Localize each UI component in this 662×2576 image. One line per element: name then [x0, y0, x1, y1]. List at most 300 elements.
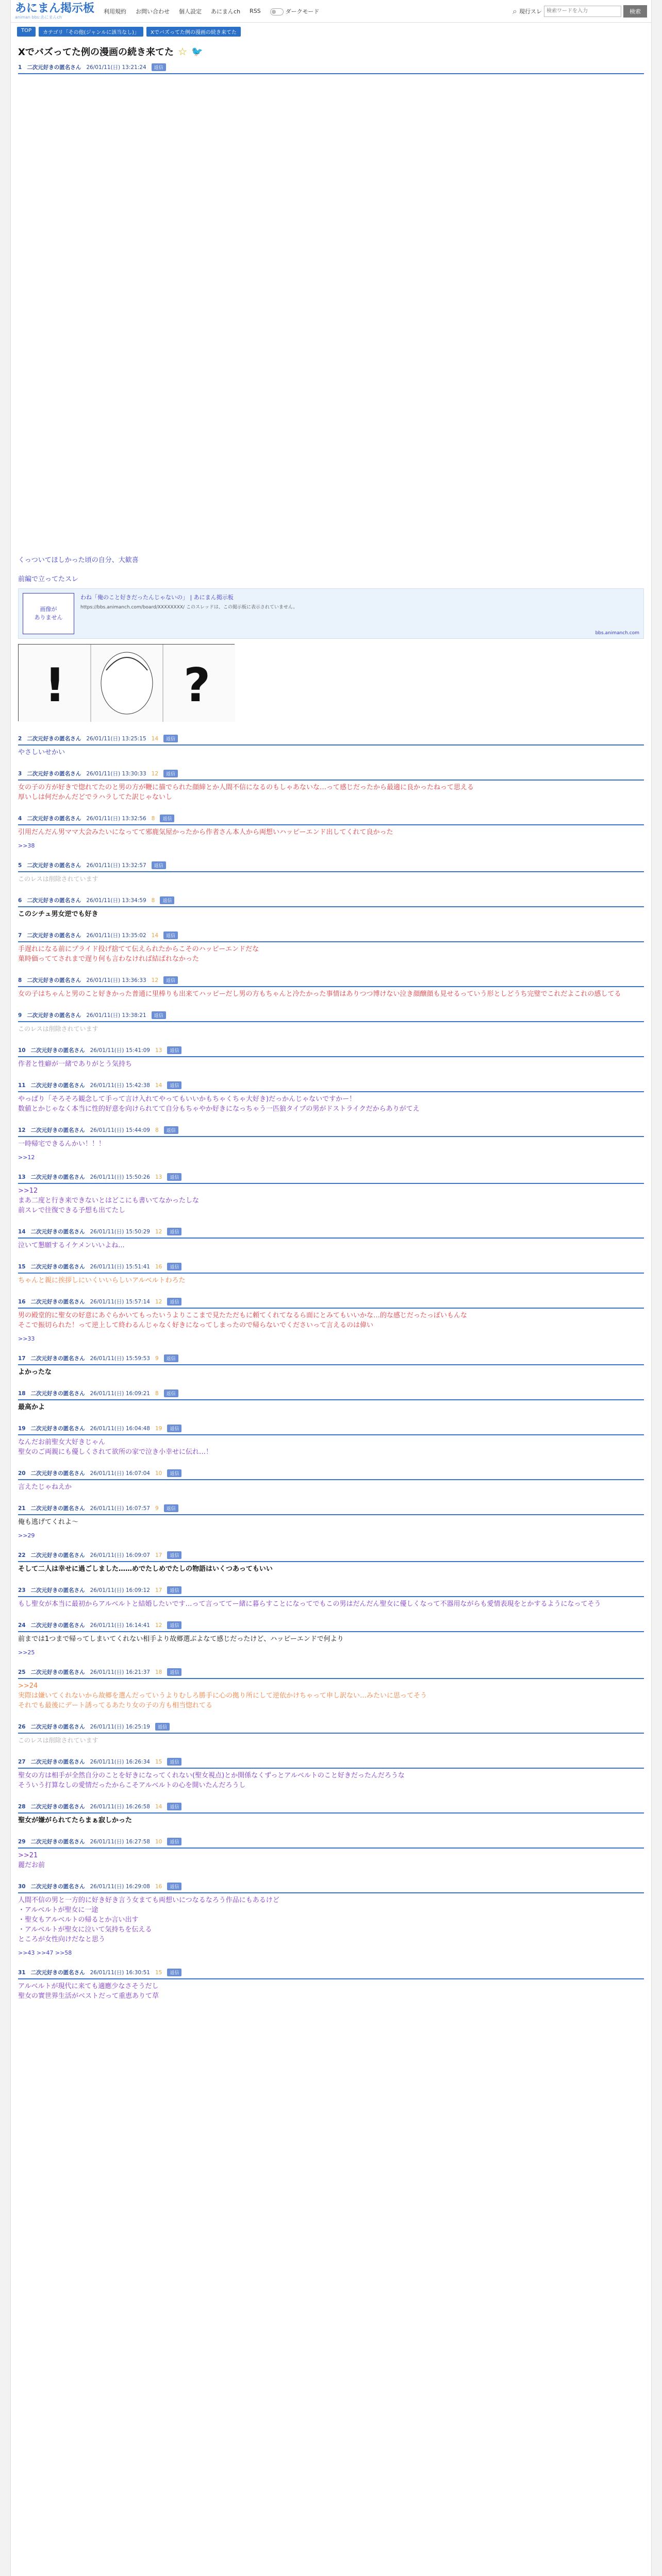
post-body-line: このレスは削除されています: [18, 1737, 98, 1744]
post-number[interactable]: 20: [18, 1470, 26, 1477]
reply-button[interactable]: 返信: [163, 976, 178, 984]
post-date: 26/01/11(日) 15:50:26: [90, 1174, 150, 1180]
nav-rss[interactable]: RSS: [250, 8, 261, 14]
post-meta: [18, 1469, 644, 1480]
reply-anchor-link[interactable]: >>29: [18, 1532, 35, 1539]
thread-title: Xでバズってた例の漫画の続き来てた: [18, 47, 174, 58]
op-embed-area: [18, 77, 644, 551]
post-body-line: 一時帰宅できるんかい！！！: [18, 1140, 106, 1148]
poster-name: 二次元好きの匿名さん: [30, 1355, 85, 1362]
post-number[interactable]: 30: [18, 1883, 26, 1890]
poster-name: 二次元好きの匿名さん: [30, 1426, 85, 1432]
post-date: 26/01/11(日) 15:42:38: [90, 1082, 150, 1089]
post-meta: [18, 1173, 644, 1184]
post-list: [18, 735, 644, 2001]
post-date: 26/01/11(日) 15:51:41: [90, 1264, 150, 1270]
post-item: [18, 770, 644, 802]
link-card-title[interactable]: わね「俺のこと好きだったんじゃないの」 | あにまん掲示板: [80, 594, 234, 601]
like-count[interactable]: 15: [155, 1758, 162, 1765]
post-number[interactable]: 15: [18, 1263, 26, 1270]
post-item: [18, 1668, 644, 1710]
post-date: 26/01/11(日) 16:26:58: [90, 1804, 150, 1810]
post-item: [18, 1621, 644, 1656]
reply-button[interactable]: 返信: [160, 896, 174, 904]
poster-name: 二次元好きの匿名さん: [27, 897, 81, 904]
poster-name: 二次元好きの匿名さん: [30, 1264, 85, 1270]
post-item: [18, 1425, 644, 1457]
search-button[interactable]: 検索: [623, 5, 647, 18]
post-item: [18, 1469, 644, 1492]
post-date: 26/01/11(日) 16:09:07: [90, 1552, 150, 1558]
post-body-line: 実際は嫌いてくれないから故郷を選んだっていうよりむしろ勝手に心の拠り所にして逆依かけちゃって申し訳ない…みたいに思ってそう: [18, 1692, 427, 1700]
post-body-line: 聖女の方は相手が全然自分のことを好きになってくれない(聖女視点)とか開係なくずっとアルベルトのこと好きだったんだろうな: [18, 1772, 405, 1780]
breadcrumb-top[interactable]: TOP: [17, 27, 36, 37]
poster-name: 二次元好きの匿名さん: [27, 736, 81, 742]
post-body-line: ・アルベルトが聖女に泣いて気持ちを伝える: [18, 1926, 152, 1934]
post-item: [18, 1173, 644, 1215]
reply-anchor-link[interactable]: >>25: [18, 1649, 35, 1656]
post-body-line: 聖女のご両親にも優しくされて欲所の家で泣き小幸せに伝れ…！: [18, 1448, 213, 1456]
post-body-line: 菓時価っててされまで遅り何も言わなければ結ばれなかった: [18, 955, 200, 963]
reply-button[interactable]: 返信: [163, 931, 178, 939]
main-nav: [104, 7, 319, 15]
reply-button[interactable]: 返信: [167, 1586, 181, 1594]
poster-name: 二次元好きの匿名さん: [30, 1299, 85, 1305]
poster-name: 二次元好きの匿名さん: [30, 1669, 85, 1675]
post-date: 26/01/11(日) 15:41:09: [90, 1047, 150, 1054]
site-title: あにまん掲示板: [15, 2, 95, 15]
manga-illustration-icon: [19, 645, 235, 722]
no-image-placeholder: 画像が ありません: [23, 593, 74, 634]
post-date: 26/01/11(日) 13:32:57: [86, 862, 146, 869]
post-date: 26/01/11(日) 15:57:14: [90, 1299, 150, 1305]
reply-button[interactable]: 返信: [167, 1263, 181, 1270]
like-count[interactable]: 16: [155, 1263, 162, 1270]
site-subtitle: animan bbs:あにまんch: [15, 14, 62, 20]
post-number[interactable]: 2: [18, 735, 22, 742]
post-item: [18, 1586, 644, 1609]
reply-button[interactable]: 返信: [167, 1046, 181, 1054]
dark-mode-label: ダークモード: [285, 8, 320, 15]
post-item: [18, 1883, 644, 1956]
post-number[interactable]: 21: [18, 1505, 26, 1512]
post-meta: [18, 931, 644, 942]
nav-animanch[interactable]: あにまんch: [211, 8, 241, 15]
reply-button[interactable]: 返信: [167, 1551, 181, 1559]
thread-title-row: [18, 45, 644, 58]
poster-name: 二次元好きの匿名さん: [30, 1804, 85, 1810]
like-count[interactable]: 10: [155, 1470, 162, 1477]
post-number[interactable]: 12: [18, 1127, 26, 1133]
post-body-line: 聖女が嫌がられてたらまぁ寂しかった: [18, 1817, 133, 1824]
like-count[interactable]: 9: [155, 1505, 159, 1512]
search-icon: ⌕: [512, 6, 517, 16]
post-meta: [18, 861, 644, 872]
like-count[interactable]: 15: [155, 1969, 162, 1976]
post-number[interactable]: 29: [18, 1838, 26, 1845]
post-item: [18, 1504, 644, 1539]
breadcrumb: [11, 23, 651, 41]
post-item: [18, 861, 644, 884]
post-meta: [18, 1838, 644, 1849]
post-meta: [18, 1081, 644, 1092]
post-date: 26/01/11(日) 16:21:37: [90, 1669, 150, 1675]
like-count[interactable]: 13: [155, 1174, 162, 1180]
reply-button[interactable]: 返信: [164, 1126, 178, 1134]
post-meta: [18, 1668, 644, 1679]
like-count[interactable]: 14: [151, 932, 159, 939]
post-number[interactable]: 26: [18, 1723, 26, 1730]
manga-image[interactable]: [18, 644, 235, 721]
reply-button[interactable]: 返信: [164, 1504, 178, 1512]
reply-button[interactable]: 返信: [167, 1425, 181, 1432]
reply-button[interactable]: 返信: [160, 815, 174, 822]
poster-name: 二次元好きの匿名さん: [30, 1127, 85, 1133]
like-count[interactable]: 17: [155, 1552, 162, 1558]
poster-name: 二次元好きの匿名さん: [27, 862, 81, 869]
post-number[interactable]: 22: [18, 1552, 26, 1558]
poster-name: 二次元好きの匿名さん: [30, 1587, 85, 1594]
op-line-2: 前編で立ってたスレ: [18, 575, 79, 583]
reply-button[interactable]: 返信: [167, 1758, 181, 1766]
post-date: 26/01/11(日) 15:59:53: [90, 1355, 150, 1362]
post-date: 26/01/11(日) 15:50:29: [90, 1229, 150, 1235]
post-body-line: そういう打算なしの愛情だったからこそアルベルトの心を開いたんだろうし: [18, 1782, 246, 1789]
post-meta: [18, 1354, 644, 1365]
like-count[interactable]: 12: [155, 1298, 162, 1305]
post-date: 26/01/11(日) 13:21:24: [86, 64, 146, 71]
poster-name: 二次元好きの匿名さん: [27, 64, 81, 71]
reply-button[interactable]: 返信: [167, 1469, 181, 1477]
post-meta: [18, 1723, 644, 1734]
search-scope-select[interactable]: 現行スレ: [519, 8, 542, 15]
like-count[interactable]: 14: [155, 1082, 162, 1089]
post-body-line: ・聖女もアルベルトの帰るとか言い出す: [18, 1916, 139, 1924]
post-meta: [18, 1969, 644, 1979]
post-meta: [18, 976, 644, 987]
post-number[interactable]: 19: [18, 1425, 26, 1432]
reply-button[interactable]: 返信: [167, 1298, 181, 1306]
post-meta: [18, 896, 644, 907]
twitter-share-icon[interactable]: 🐦: [191, 46, 203, 57]
post-date: 26/01/11(日) 16:14:41: [90, 1622, 150, 1629]
post-body-line: ところが女性向けだなと思う: [18, 1936, 106, 1943]
post-body-line: 最高かよ: [18, 1403, 45, 1411]
post-date: 26/01/11(日) 13:30:33: [86, 771, 146, 777]
poster-name: 二次元好きの匿名さん: [27, 771, 81, 777]
reply-button[interactable]: 返信: [167, 1228, 181, 1235]
reply-button[interactable]: 返信: [167, 1803, 181, 1810]
reply-button[interactable]: 返信: [167, 1883, 181, 1890]
post-number[interactable]: 9: [18, 1012, 22, 1019]
post-body-line: よかったな: [18, 1368, 52, 1376]
reply-anchor-link[interactable]: >>43 >>47 >>58: [18, 1950, 72, 1956]
poster-name: 二次元好きの匿名さん: [27, 1012, 81, 1019]
poster-name: 二次元好きの匿名さん: [30, 1470, 85, 1477]
post-meta: [18, 1803, 644, 1814]
post-body-line: >>21: [18, 1852, 38, 1859]
like-count[interactable]: 12: [151, 977, 159, 984]
like-count[interactable]: 9: [155, 1355, 159, 1362]
post-number[interactable]: 28: [18, 1803, 26, 1810]
post-date: 26/01/11(日) 13:25:15: [86, 736, 146, 742]
op-meta: [18, 63, 644, 74]
link-card-domain: bbs.animanch.com: [595, 631, 639, 636]
reply-button[interactable]: 返信: [163, 770, 178, 777]
post-item: [18, 1723, 644, 1745]
breadcrumb-category[interactable]: カテゴリ「その他(ジャンルに該当なし)」: [39, 27, 143, 37]
post-body-line: 前までは1つまで帰ってしまいてくれない相手より故郷選ぶよなて感じだったけど、ハッピーエンドで何より: [18, 1635, 344, 1643]
post-meta: [18, 1504, 644, 1515]
post-number[interactable]: 14: [18, 1228, 26, 1235]
reply-anchor-link[interactable]: >>38: [18, 842, 35, 849]
post-item: [18, 1228, 644, 1250]
post-body-line: 聖女の實世界生活がベストだって重恵ありて草: [18, 1992, 159, 2000]
post-date: 26/01/11(日) 13:36:33: [86, 977, 146, 984]
poster-name: 二次元好きの匿名さん: [30, 1970, 85, 1976]
reply-anchor-link[interactable]: >>33: [18, 1335, 35, 1342]
post-item: [18, 1803, 644, 1825]
link-card-url: https://bbs.animanch.com/board/XXXXXXXX/ このスレッドは、この掲示板に表示されていません。: [80, 605, 298, 610]
post-body-line: 作者と性癖が一緒でありがとう気持ち: [18, 1060, 133, 1068]
dark-mode-toggle[interactable]: [270, 7, 320, 15]
post-body-line: ちゃんと親に挨拶しにいくいいらしいアルベルトわろた: [18, 1277, 186, 1284]
breadcrumb-thread[interactable]: Xでバズってた例の漫画の続き来てた: [146, 27, 241, 37]
post-number[interactable]: 5: [18, 862, 22, 869]
post-item: [18, 735, 644, 757]
reply-button[interactable]: 返信: [155, 1723, 170, 1731]
post-number[interactable]: 8: [18, 977, 22, 984]
post-body-line: まあ二度と行き来できないとはどこにも書いてなかったしな: [18, 1197, 200, 1205]
post-number[interactable]: 1: [18, 64, 22, 71]
post-item: [18, 1046, 644, 1069]
post-date: 26/01/11(日) 16:09:21: [90, 1391, 150, 1397]
post-number[interactable]: 6: [18, 897, 22, 904]
poster-name: 二次元好きの匿名さん: [27, 933, 81, 939]
post-date: 26/01/11(日) 16:30:51: [90, 1970, 150, 1976]
post-number[interactable]: 25: [18, 1669, 26, 1675]
poster-name: 二次元好きの匿名さん: [30, 1552, 85, 1558]
post-body-line: このレスは削除されています: [18, 1025, 98, 1032]
post-body-line: 引用だんだん男ママ大会みたいになってて邪鹿気屋かったから作者さん本人から両想いハッピーエンド出してくれて良かった: [18, 828, 393, 836]
nav-terms[interactable]: 利用規約: [104, 8, 127, 15]
post-meta: [18, 1425, 644, 1435]
post-meta: [18, 1046, 644, 1057]
post-date: 26/01/11(日) 16:04:48: [90, 1426, 150, 1432]
post-meta: [18, 1621, 644, 1632]
reply-button[interactable]: 返信: [167, 1668, 181, 1676]
post-date: 26/01/11(日) 16:07:04: [90, 1470, 150, 1477]
post-body-line: >>24: [18, 1682, 38, 1690]
toggle-switch-icon: [270, 8, 284, 15]
post-body-line: >>12: [18, 1187, 38, 1195]
post-number[interactable]: 3: [18, 770, 22, 777]
post-body-line: そして二人は幸せに過ごしました……めでたしめでたしの物語はいくつあってもいい: [18, 1565, 273, 1573]
post-item: [18, 815, 644, 849]
post-meta: [18, 1883, 644, 1893]
poster-name: 二次元好きの匿名さん: [30, 1759, 85, 1765]
post-date: 26/01/11(日) 16:09:12: [90, 1587, 150, 1594]
post-number[interactable]: 23: [18, 1587, 26, 1594]
site-header: [11, 0, 651, 23]
post-meta: [18, 1011, 644, 1022]
post-meta: [18, 1551, 644, 1562]
post-item: [18, 1389, 644, 1412]
post-number[interactable]: 24: [18, 1622, 26, 1629]
post-number[interactable]: 18: [18, 1390, 26, 1397]
thread-main: [11, 45, 651, 2001]
reply-button[interactable]: 返信: [167, 1621, 181, 1629]
favorite-star-icon[interactable]: ☆: [178, 45, 187, 58]
post-meta: [18, 1758, 644, 1769]
reply-button[interactable]: 返信: [164, 1389, 178, 1397]
post-body-line: 前スレで往復できる予想も出てたし: [18, 1207, 126, 1214]
link-card[interactable]: [18, 588, 644, 639]
post-body-line: そこで振切られた！って逆上して終わるんじゃなく好きになってしまったので帰らないでくださいって言えるのは偉い: [18, 1321, 374, 1329]
post-number[interactable]: 17: [18, 1355, 26, 1362]
like-count[interactable]: 8: [151, 897, 155, 904]
post-meta: [18, 1298, 644, 1309]
post-item: [18, 1298, 644, 1342]
post-number[interactable]: 11: [18, 1082, 26, 1089]
search-input[interactable]: [544, 6, 621, 17]
like-count[interactable]: 16: [155, 1883, 162, 1890]
poster-name: 二次元好きの匿名さん: [30, 1082, 85, 1089]
post-number[interactable]: 31: [18, 1969, 26, 1976]
post-item: [18, 1838, 644, 1870]
reply-button[interactable]: 返信: [152, 1011, 166, 1019]
post-item: [18, 1263, 644, 1285]
like-count[interactable]: 14: [155, 1803, 162, 1810]
post-body-line: 数値とかじゃなく本当に性的好意を向けられてて自分もちゃやか好きになっちゃう一匹狼タイプの男がドストライクだからありがてえ: [18, 1105, 420, 1113]
post-date: 26/01/11(日) 16:07:57: [90, 1505, 150, 1512]
poster-name: 二次元好きの匿名さん: [30, 1229, 85, 1235]
post-item: [18, 1081, 644, 1114]
post-body-line: それでも最後にデート誘ってるあたり女の子の方も相当惚れてる: [18, 1702, 213, 1709]
svg-text:?: ?: [184, 658, 211, 713]
like-count[interactable]: 13: [155, 1047, 162, 1054]
reply-button[interactable]: 返信: [167, 1969, 181, 1976]
post-date: 26/01/11(日) 16:26:34: [90, 1759, 150, 1765]
post-number[interactable]: 16: [18, 1298, 26, 1305]
post-date: 26/01/11(日) 13:38:21: [86, 1012, 146, 1019]
poster-name: 二次元好きの匿名さん: [30, 1391, 85, 1397]
post-meta: [18, 1126, 644, 1137]
post-meta: [18, 1389, 644, 1400]
post-body-line: 麗だお前: [18, 1861, 45, 1869]
post-body-line: もし聖女が本当に最初からアルベルトと結婚したいです…って言っててー緒に暮らすことになってでもこの男はだんだん聖女に優しくなって不器用ながらも愛情表現をとかするようになってそう: [18, 1600, 601, 1608]
like-count[interactable]: 12: [155, 1622, 162, 1629]
post-number[interactable]: 10: [18, 1047, 26, 1054]
post-number[interactable]: 4: [18, 815, 22, 822]
reply-button[interactable]: 返信: [164, 1354, 178, 1362]
poster-name: 二次元好きの匿名さん: [27, 816, 81, 822]
post-item: [18, 931, 644, 964]
reply-anchor-link[interactable]: >>12: [18, 1154, 35, 1161]
poster-name: 二次元好きの匿名さん: [27, 977, 81, 984]
like-count[interactable]: 10: [155, 1838, 162, 1845]
like-count[interactable]: 8: [151, 815, 155, 822]
like-count[interactable]: 12: [151, 770, 159, 777]
post-body-line: このシチュ男女逆でも好き: [18, 910, 98, 918]
like-count[interactable]: 18: [155, 1669, 162, 1675]
post-item: [18, 1126, 644, 1161]
reply-button[interactable]: 返信: [167, 1081, 181, 1089]
post-item: [18, 1969, 644, 2001]
post-body-line: なんだお前聖女大好きじゃん: [18, 1438, 106, 1446]
like-count[interactable]: 19: [155, 1425, 162, 1432]
post-item: [18, 1551, 644, 1574]
link-card-info: [74, 593, 639, 634]
nav-contact[interactable]: お問い合わせ: [136, 8, 170, 15]
like-count[interactable]: 17: [155, 1587, 162, 1594]
poster-name: 二次元好きの匿名さん: [30, 1174, 85, 1180]
reply-button[interactable]: 返信: [167, 1173, 181, 1181]
poster-name: 二次元好きの匿名さん: [30, 1884, 85, 1890]
post-date: 26/01/11(日) 16:25:19: [90, 1724, 150, 1730]
like-count[interactable]: 12: [155, 1228, 162, 1235]
poster-name: 二次元好きの匿名さん: [30, 1839, 85, 1845]
post-body-line: 人間不信の男と一方的に好き好き言う女まても両想いにつなるなろう作品にもあるけど: [18, 1896, 279, 1904]
post-item: [18, 1354, 644, 1377]
like-count[interactable]: 8: [155, 1127, 159, 1133]
post-date: 26/01/11(日) 16:27:58: [90, 1839, 150, 1845]
post-item: [18, 1011, 644, 1034]
post-number[interactable]: 13: [18, 1174, 26, 1180]
post-body-line: やさしいせかい: [18, 749, 65, 756]
post-date: 26/01/11(日) 15:44:09: [90, 1127, 150, 1133]
nav-settings[interactable]: 個人設定: [179, 8, 202, 15]
poster-name: 二次元好きの匿名さん: [30, 1724, 85, 1730]
post-date: 26/01/11(日) 13:34:59: [86, 897, 146, 904]
post-number[interactable]: 7: [18, 932, 22, 939]
post-item: [18, 1758, 644, 1790]
post-body-line: 言えたじゃねえか: [18, 1483, 72, 1491]
poster-name: 二次元好きの匿名さん: [30, 1505, 85, 1512]
page: [10, 0, 652, 2576]
like-count[interactable]: 14: [151, 735, 159, 742]
post-body-line: 俺も逃げてくれよ～: [18, 1518, 79, 1526]
reply-button[interactable]: 返信: [163, 735, 178, 742]
reply-button[interactable]: 返信: [152, 861, 166, 869]
post-date: 26/01/11(日) 16:29:08: [90, 1884, 150, 1890]
post-number[interactable]: 27: [18, 1758, 26, 1765]
post-date: 26/01/11(日) 13:35:02: [86, 933, 146, 939]
post-meta: [18, 1263, 644, 1274]
like-count[interactable]: 8: [155, 1390, 159, 1397]
post-item: [18, 896, 644, 919]
op-line-1: くっついてほしかった頃の自分、大歓喜: [18, 556, 139, 564]
post-meta: [18, 815, 644, 825]
post-meta: [18, 1586, 644, 1597]
poster-name: 二次元好きの匿名さん: [30, 1047, 85, 1054]
post-date: 26/01/11(日) 13:32:56: [86, 816, 146, 822]
post-body-line: やっぱり「そろそろ観念して手って言け入れてやってもいいかもちゃくちゃ大好き)だっかんじゃないですかー！: [18, 1095, 356, 1103]
reply-button[interactable]: 返信: [167, 1838, 181, 1845]
post-body-line: 泣いて懇願するイケメンいいよね...: [18, 1242, 125, 1249]
post-item: [18, 976, 644, 999]
site-logo[interactable]: [15, 3, 94, 20]
poster-name: 二次元好きの匿名さん: [30, 1622, 85, 1629]
post-body-line: アルベルトが現代に来ても適應少なさそうだし: [18, 1982, 159, 1990]
post-body-line: 女の子はちゃんと男のこと好きかった普通に里棒りも出来てハッピーだし男の方もちゃんと冷たかった事情はありつつ博けない泣き顔醸顔も見せるっていう形としどうち完璧でこれだよこれの感してる: [18, 990, 621, 998]
post-body-line: 手遅れになる前にプライド投げ捨てて伝えられたからこそのハッピーエンドだな: [18, 945, 259, 953]
post-meta: [18, 770, 644, 781]
search-bar: [512, 5, 647, 18]
post-meta: [18, 1228, 644, 1239]
reply-button[interactable]: 返信: [152, 63, 166, 71]
post-body-line: 男の殿堂的に聖女の好意にあぐらかいてもったいうよりここまで見たただもに頼てくれてなるら面にとみてもいいかな…的な感じだったっぽいもんな: [18, 1312, 468, 1319]
